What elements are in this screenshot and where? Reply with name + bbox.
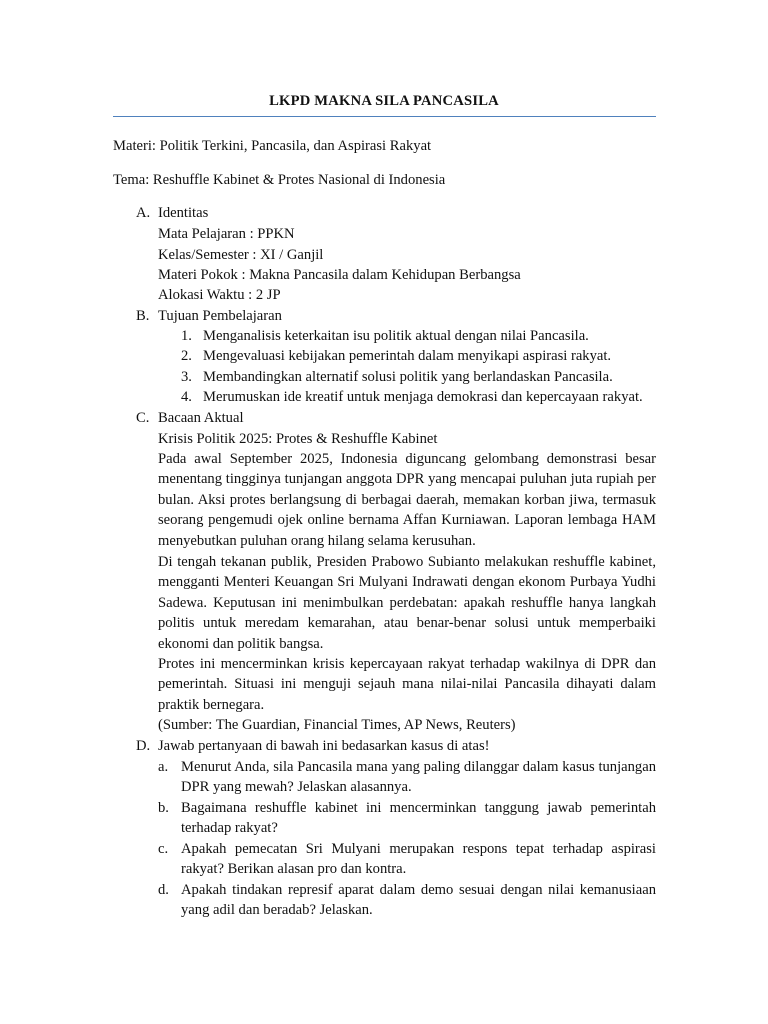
question-text: Menurut Anda, sila Pancasila mana yang paling dilanggar dalam kasus tunjangan DPR yang mewah? Jelaskan alasannya. [181, 759, 656, 796]
article-source: (Sumber: The Guardian, Financial Times, AP News, Reuters) [158, 717, 516, 733]
document-title: LKPD MAKNA SILA PANCASILA [269, 93, 499, 109]
identitas-materi-pokok: Materi Pokok : Makna Pancasila dalam Kehidupan Berbangsa [158, 267, 521, 283]
objective-number: 4. [181, 389, 192, 405]
section-b-heading: Tujuan Pembelajaran [158, 308, 282, 324]
objective-text: Menganalisis keterkaitan isu politik aktual dengan nilai Pancasila. [203, 328, 589, 344]
title-underline [113, 116, 656, 117]
article-paragraph: Protes ini mencerminkan krisis kepercayaan rakyat terhadap wakilnya di DPR dan pemerintah. Situasi ini menguji sejauh mana nilai-nilai Pancasila dihayati dalam praktik bernegara. [158, 656, 656, 713]
question-text: Bagaimana reshuffle kabinet ini mencerminkan tanggung jawab pemerintah terhadap rakyat? [181, 800, 656, 837]
article-subtitle: Krisis Politik 2025: Protes & Reshuffle Kabinet [158, 431, 438, 447]
objective-number: 1. [181, 328, 192, 344]
article-paragraph: Di tengah tekanan publik, Presiden Prabowo Subianto melakukan reshuffle kabinet, mengganti Menteri Keuangan Sri Mulyani Indrawati dengan ekonom Purbaya Yudhi Sadewa. Keputusan ini menimbulkan perdebatan: apakah reshuffle hanya langkah politis untuk meredam kemarahan, atau benar-benar solusi untuk memperbaiki ekonomi dan politik bangsa. [158, 554, 656, 652]
section-b-marker: B. [136, 308, 150, 324]
question-letter: a. [158, 759, 169, 775]
objective-number: 3. [181, 369, 192, 385]
materi-line: Materi: Politik Terkini, Pancasila, dan Aspirasi Rakyat [113, 138, 432, 154]
section-d-heading: Jawab pertanyaan di bawah ini bedasarkan kasus di atas! [158, 738, 490, 754]
question-text: Apakah tindakan represif aparat dalam demo sesuai dengan nilai kemanusiaan yang adil dan beradab? Jelaskan. [181, 882, 656, 919]
question-letter: d. [158, 882, 169, 898]
section-d-marker: D. [136, 738, 151, 754]
objective-text: Merumuskan ide kreatif untuk menjaga demokrasi dan kepercayaan rakyat. [203, 389, 643, 405]
identitas-alokasi-waktu: Alokasi Waktu : 2 JP [158, 287, 281, 303]
identitas-kelas-semester: Kelas/Semester : XI / Ganjil [158, 247, 324, 263]
objective-text: Mengevaluasi kebijakan pemerintah dalam menyikapi aspirasi rakyat. [203, 348, 612, 364]
identitas-mata-pelajaran: Mata Pelajaran : PPKN [158, 226, 295, 242]
question-letter: c. [158, 841, 169, 857]
objective-text: Membandingkan alternatif solusi politik yang berlandaskan Pancasila. [203, 369, 613, 385]
section-a-heading: Identitas [158, 205, 209, 221]
question-letter: b. [158, 800, 169, 816]
section-c-marker: C. [136, 410, 150, 426]
section-a-marker: A. [136, 205, 151, 221]
article-paragraph: Pada awal September 2025, Indonesia diguncang gelombang demonstrasi besar menentang tingginya tunjangan anggota DPR yang mencapai puluhan juta rupiah per bulan. Aksi protes berlangsung di berbagai daerah, memakan korban jiwa, termasuk seorang pengemudi ojek online bernama Affan Kurniawan. Laporan lembaga HAM menyebutkan puluhan orang hilang selama kerusuhan. [158, 451, 656, 549]
section-c-heading: Bacaan Aktual [158, 410, 244, 426]
objective-number: 2. [181, 348, 192, 364]
tema-line: Tema: Reshuffle Kabinet & Protes Nasional di Indonesia [113, 172, 446, 188]
question-text: Apakah pemecatan Sri Mulyani merupakan respons tepat terhadap aspirasi rakyat? Berikan alasan pro dan kontra. [181, 841, 656, 878]
